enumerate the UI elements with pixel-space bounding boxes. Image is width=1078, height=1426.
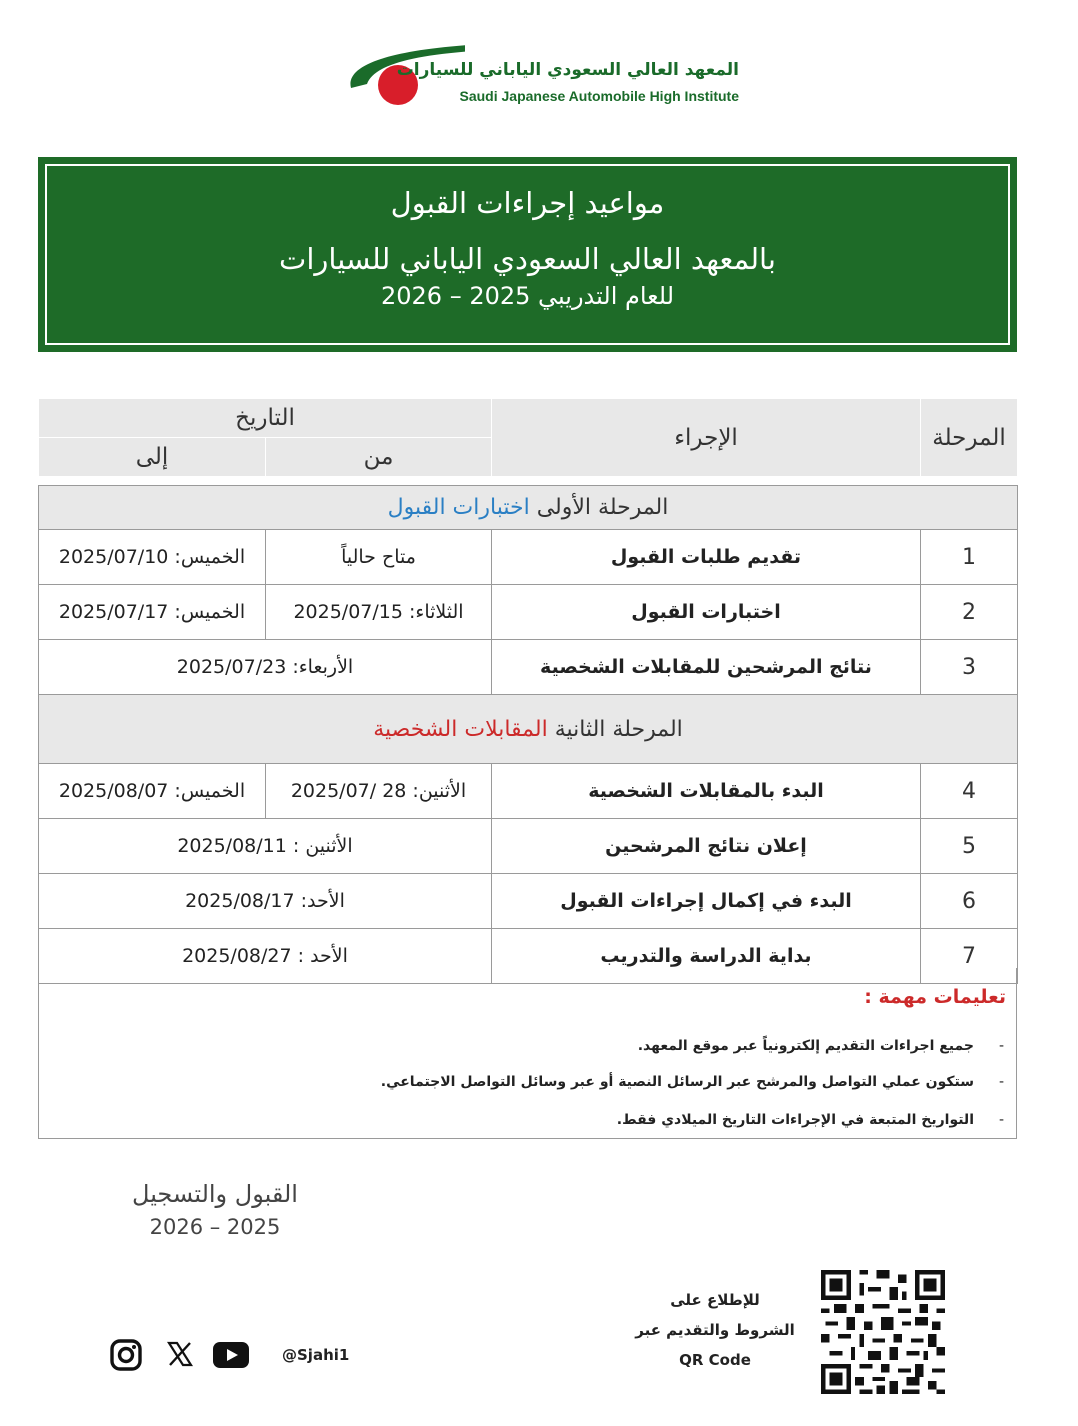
row-number: 1 (921, 530, 1018, 585)
instruction-item (637, 1038, 1004, 1054)
row-date: الأربعاء: 2025/07/23 (39, 640, 492, 695)
instructions-box (38, 968, 1017, 1139)
row-date: الأحد: 2025/08/17 (39, 874, 492, 929)
row-date: الأثنين : 2025/08/11 (39, 819, 492, 874)
logo-arabic-name: المعهد العالي السعودي الياباني للسيارات (396, 60, 739, 80)
table-row (39, 585, 1018, 640)
row-action: تقديم طلبات القبول (492, 530, 921, 585)
x-icon[interactable] (166, 1340, 194, 1368)
row-action: البدء بالمقابلات الشخصية (492, 764, 921, 819)
row-number: 5 (921, 819, 1018, 874)
instructions-title: تعليمات مهمة : (864, 986, 1006, 1008)
row-from: الثلاثاء: 2025/07/15 (266, 585, 492, 640)
bullet-dash: - (998, 1038, 1004, 1054)
bullet-dash: - (998, 1112, 1004, 1128)
qr-instructions (630, 1285, 800, 1375)
row-action: البدء في إكمال إجراءات القبول (492, 874, 921, 929)
header-stage: المرحلة (921, 399, 1018, 477)
table-row (39, 530, 1018, 585)
schedule-table (38, 485, 1018, 984)
row-number: 4 (921, 764, 1018, 819)
row-action: نتائج المرشحين للمقابلات الشخصية (492, 640, 921, 695)
social-handle[interactable]: @Sjahi1 (282, 1346, 350, 1364)
phase-one-heading (39, 486, 1018, 530)
phase-two-heading (39, 695, 1018, 764)
header-action: الإجراء (492, 399, 921, 477)
banner-title: مواعيد إجراءات القبول (390, 186, 665, 220)
instagram-icon[interactable] (109, 1338, 143, 1372)
logo-english-name: Saudi Japanese Automobile High Institute (459, 88, 739, 104)
row-action: اختبارات القبول (492, 585, 921, 640)
title-banner (38, 157, 1017, 352)
youtube-icon[interactable] (212, 1341, 250, 1369)
row-to: الخميس: 2025/08/07 (39, 764, 266, 819)
instruction-text: التواريخ المتبعة في الإجراءات التاريخ الميلادي فقط. (616, 1112, 974, 1128)
table-row (39, 819, 1018, 874)
row-number: 7 (921, 929, 1018, 984)
qr-line-1: للإطلاع على (670, 1291, 760, 1309)
qr-line-2: الشروط والتقديم عبر (635, 1321, 795, 1339)
bullet-dash: - (998, 1074, 1004, 1090)
instruction-item (380, 1074, 1004, 1090)
row-action: بداية الدراسة والتدريب (492, 929, 921, 984)
phase-one-highlight: اختبارات القبول (387, 495, 530, 520)
phase-two-prefix: المرحلة الثانية (554, 716, 683, 742)
row-from: الأثنين: 28 /2025/07 (266, 764, 492, 819)
department-name: القبول والتسجيل (132, 1180, 298, 1208)
row-to: الخميس: 2025/07/10 (39, 530, 266, 585)
row-number: 6 (921, 874, 1018, 929)
row-date: الأحد : 2025/08/27 (39, 929, 492, 984)
banner-year: للعام التدريبي 2025 – 2026 (380, 282, 675, 310)
banner-frame (45, 164, 1010, 345)
table-row (39, 764, 1018, 819)
header-to: إلى (39, 438, 266, 477)
instruction-text: جميع اجراءات التقديم إلكترونياً عبر موقع المعهد. (637, 1038, 974, 1054)
table-row (39, 640, 1018, 695)
row-from: متاح حالياً (266, 530, 492, 585)
department-year: 2026 – 2025 (149, 1215, 281, 1239)
row-action: إعلان نتائج المرشحين (492, 819, 921, 874)
header-from: من (266, 438, 492, 477)
banner-subtitle: بالمعهد العالي السعودي الياباني للسيارات (279, 242, 776, 276)
instruction-item (616, 1112, 1004, 1128)
institute-logo (345, 36, 745, 116)
schedule-table-header (38, 398, 1018, 477)
row-number: 2 (921, 585, 1018, 640)
header-date: التاريخ (39, 399, 492, 438)
instruction-text: ستكون عملي التواصل والمرشح عبر الرسائل النصية أو عبر وسائل التواصل الاجتماعي. (380, 1074, 974, 1090)
phase-one-prefix: المرحلة الأولى (536, 495, 669, 520)
phase-two-highlight: المقابلات الشخصية (373, 716, 548, 742)
qr-line-3: QR Code (679, 1351, 751, 1369)
table-row (39, 874, 1018, 929)
qr-code-icon[interactable] (820, 1270, 946, 1394)
row-number: 3 (921, 640, 1018, 695)
row-to: الخميس: 2025/07/17 (39, 585, 266, 640)
